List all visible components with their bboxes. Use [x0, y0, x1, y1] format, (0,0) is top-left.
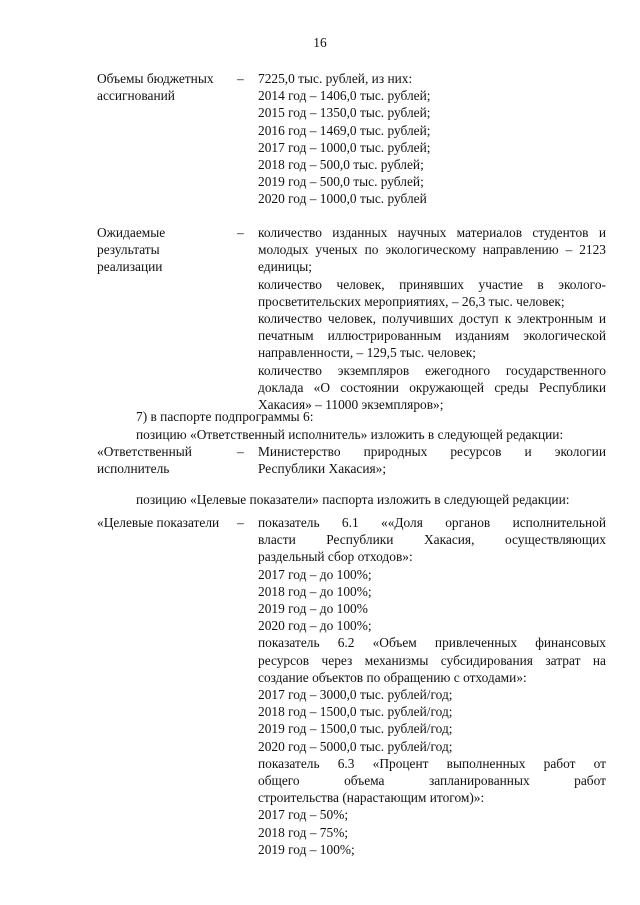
targets-line: показатель 6.3 «Процент выполненных работ от	[258, 755, 606, 771]
results-label-line: результаты	[97, 242, 160, 258]
results-line: просветительских мероприятиях, – 26,3 тыс. человек;	[258, 293, 565, 309]
responsible-line: Республики Хакасия»;	[258, 461, 387, 477]
budget-label-line: Объемы бюджетных	[97, 71, 214, 86]
targets-line: 2017 год – до 100%;	[258, 566, 372, 582]
budget-line: 2016 год – 1469,0 тыс. рублей;	[258, 122, 431, 138]
responsible-dash: –	[237, 444, 244, 459]
targets-line: 2017 год – 3000,0 тыс. рублей/год;	[258, 687, 453, 703]
targets-line: 2018 год – 1500,0 тыс. рублей/год;	[258, 704, 453, 720]
results-dash: –	[237, 225, 244, 240]
results-line: единицы;	[258, 259, 312, 275]
budget-label-line: ассигнований	[97, 88, 175, 104]
budget-content	[258, 70, 606, 208]
responsible-label-line: «Ответственный	[97, 444, 192, 459]
results-line: количество экземпляров ежегодного государственного	[258, 362, 606, 378]
budget-dash: –	[237, 71, 244, 86]
targets-label	[97, 514, 227, 531]
budget-line: 7225,0 тыс. рублей, из них:	[258, 71, 413, 86]
targets-line: 2018 год – 75%;	[258, 824, 349, 840]
results-line: количество изданных научных материалов студентов и	[258, 225, 606, 240]
budget-line: 2019 год – 500,0 тыс. рублей;	[258, 174, 424, 190]
responsible-label-line: исполнитель	[97, 461, 170, 477]
budget-line: 2014 год – 1406,0 тыс. рублей;	[258, 88, 431, 104]
results-label-line: реализации	[97, 259, 163, 275]
results-line: доклада «О состоянии окружающей среды Республики	[258, 379, 606, 395]
targets-line: создание объектов по обращению с отходами»:	[258, 669, 527, 685]
targets-line: 2019 год – 100%;	[258, 841, 355, 857]
targets-line: 2019 год – до 100%	[258, 601, 368, 617]
budget-line: 2018 год – 500,0 тыс. рублей;	[258, 157, 424, 173]
targets-line: 2019 год – 1500,0 тыс. рублей/год;	[258, 721, 453, 737]
results-line: молодых ученых по экологическому направлению – 2123	[258, 242, 606, 258]
responsible-line: Министерство природных ресурсов и экологии	[258, 444, 606, 459]
results-line: печатным иллюстрированным изданиям экологической	[258, 328, 606, 344]
results-line: количество человек, принявших участие в эколого-	[258, 276, 606, 292]
budget-line: 2017 год – 1000,0 тыс. рублей;	[258, 139, 431, 155]
budget-line: 2015 год – 1350,0 тыс. рублей;	[258, 105, 431, 121]
targets-line: власти Республики Хакасия, осуществляющих	[258, 532, 606, 548]
targets-content	[258, 514, 606, 858]
targets-line: 2020 год – 5000,0 тыс. рублей/год;	[258, 738, 453, 754]
paragraph-targets-instruction: позицию «Целевые показатели» паспорта изложить в следующей редакции:	[136, 492, 570, 507]
targets-line: 2017 год – 50%;	[258, 807, 349, 823]
targets-line: 2018 год – до 100%;	[258, 583, 372, 599]
targets-line: 2020 год – до 100%;	[258, 618, 372, 634]
targets-line: показатель 6.1 ««Доля органов исполнительной	[258, 515, 606, 530]
targets-line: раздельный сбор отходов»:	[258, 549, 413, 565]
targets-line: показатель 6.2 «Объем привлеченных финансовых	[258, 635, 606, 651]
results-label-line: Ожидаемые	[97, 225, 166, 240]
page-number: 16	[313, 35, 327, 50]
results-line: направленности, – 129,5 тыс. человек;	[258, 345, 477, 361]
results-line: Хакасия» – 11000 экземпляров»;	[258, 397, 444, 413]
targets-label-line: «Целевые показатели	[97, 515, 220, 530]
targets-line: общего объема запланированных работ	[258, 773, 606, 789]
responsible-content	[258, 443, 606, 477]
targets-dash: –	[237, 515, 244, 530]
results-label	[97, 224, 227, 276]
paragraph-responsible-instruction: позицию «Ответственный исполнитель» изложить в следующей редакции:	[136, 427, 564, 442]
budget-label	[97, 70, 227, 104]
budget-line: 2020 год – 1000,0 тыс. рублей	[258, 191, 427, 207]
targets-line: строительства (нарастающим итогом)»:	[258, 790, 485, 806]
results-content	[258, 224, 606, 413]
responsible-label	[97, 443, 227, 477]
targets-line: ресурсов через механизмы субсидирования затрат на	[258, 652, 606, 668]
paragraph-subprogram-6: 7) в паспорте подпрограммы 6:	[136, 409, 314, 424]
results-line: количество человек, получивших доступ к электронным и	[258, 311, 606, 327]
